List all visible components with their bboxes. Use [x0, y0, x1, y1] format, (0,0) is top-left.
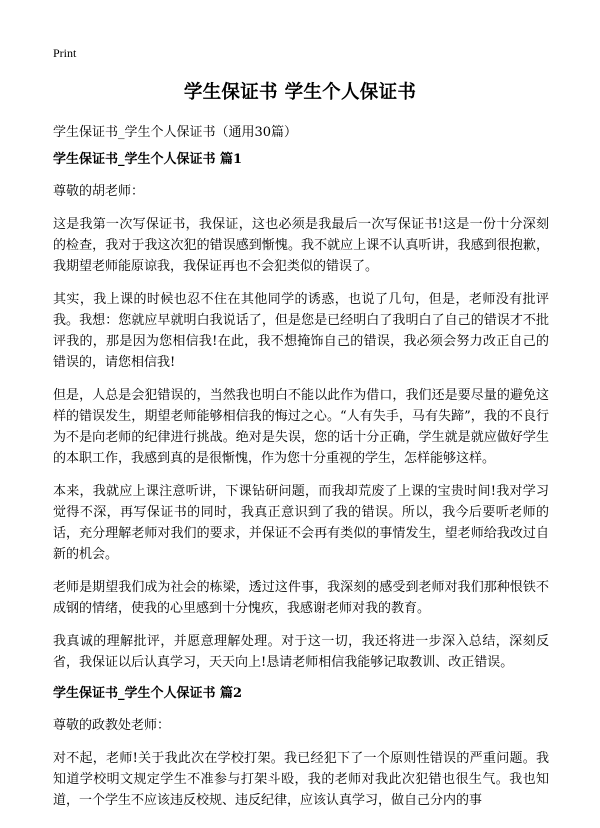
greeting: 尊敬的胡老师： — [53, 184, 145, 199]
paragraph: 这是我第一次写保证书，我保证，这也必须是我最后一次写保证书!这是一份十分深刻的检查，我对于我这次犯的错误感到惭愧。我不就应上课不认真听讲，我感到很抱歉，我期望老师能原谅我，我保证再也不会犯类似的错误了。 — [53, 217, 549, 274]
section-heading: 学生保证书_学生个人保证书 篇2 — [53, 686, 243, 701]
section-2 — [53, 685, 549, 811]
paragraph: 老师是期望我们成为社会的栋梁，透过这件事，我深刻的感受到老师对我们那种恨铁不成钢的情绪，使我的心里感到十分愧疚，我感谢老师对我的教育。 — [53, 580, 549, 616]
paragraph: 我真诚的理解批评，并愿意理解处理。对于这一切，我还将进一步深入总结，深刻反省，我保证以后认真学习，天天向上!恳请老师相信我能够记取教训、改正错误。 — [53, 634, 549, 670]
paragraph: 其实，我上课的时候也忍不住在其他同学的诱惑，也说了几句，但是，老师没有批评我。我想：您就应早就明白我说话了，但是您是已经明白了我明白了自己的错误才不批评我的，那是因为您相信我!在此，我不想掩饰自己的错误，我必须会努力改正自己的错误的，请您相信我! — [53, 292, 549, 370]
paragraph: 对不起，老师!关于我此次在学校打架。我已经犯下了一个原则性错误的严重问题。我知道学校明文规定学生不准参与打架斗殴，我的老师对我此次犯错也很生气。我也知道，一个学生不应该违反校规、违反纪律，应该认真学习，做自己分内的事 — [53, 751, 549, 808]
document-body — [53, 151, 549, 823]
paragraph: 本来，我就应上课注意听讲，下课钻研问题，而我却荒废了上课的宝贵时间!我对学习觉得不深，再写保证书的同时，我真正意识到了我的错误。所以，我今后要听老师的话，充分理解老师对我们的要求，并保证不会再有类似的事情发生，望老师给我改过自新的机会。 — [53, 484, 549, 562]
page-title: 学生保证书 学生个人保证书 — [183, 82, 417, 103]
greeting: 尊敬的政教处老师： — [53, 718, 171, 733]
document-subtitle: 学生保证书_学生个人保证书（通用30篇） — [53, 125, 298, 140]
print-link[interactable]: Print — [53, 46, 77, 60]
paragraph: 但是，人总是会犯错误的，当然我也明白不能以此作为借口，我们还是要尽量的避免这样的错误发生，期望老师能够相信我的悔过之心。“人有失手，马有失蹄”，我的不良行为不是向老师的纪律进行挑战。绝对是失误，您的话十分正确，学生就是就应做好学生的本职工作，我感到真的是很惭愧，作为您十分重视的学生，怎样能够这样。 — [53, 388, 549, 466]
section-heading: 学生保证书_学生个人保证书 篇1 — [53, 152, 243, 167]
section-1 — [53, 151, 549, 673]
